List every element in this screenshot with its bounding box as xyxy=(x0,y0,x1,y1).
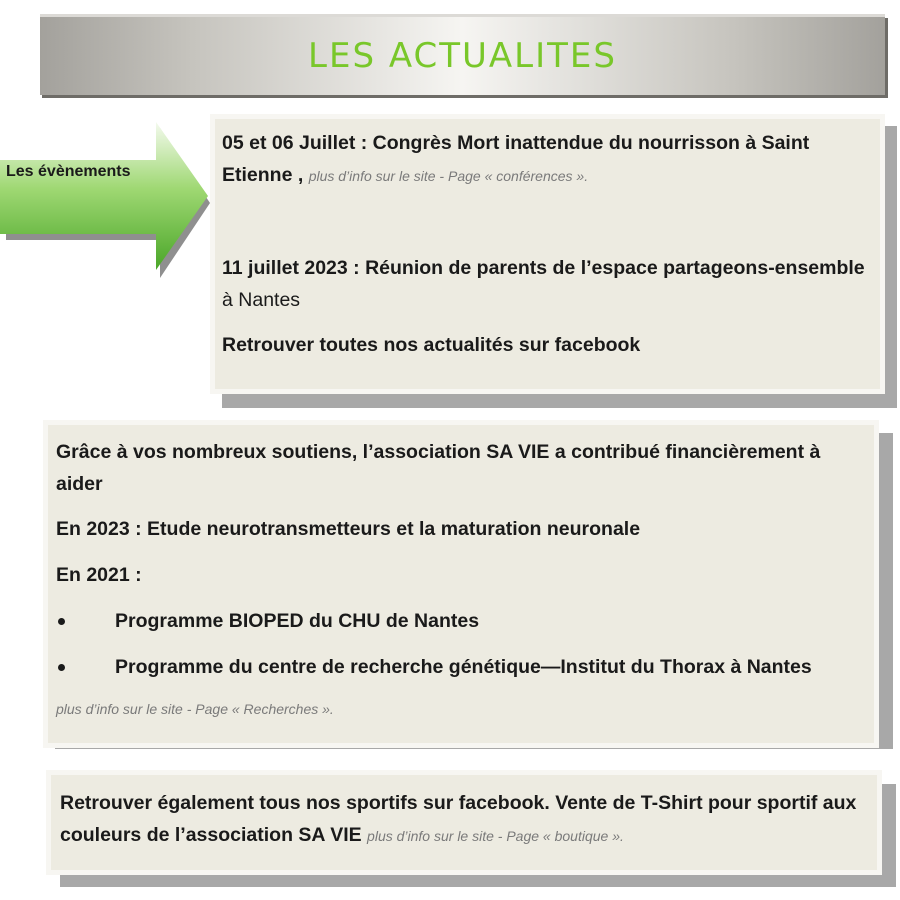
events-arrow-icon xyxy=(0,118,215,280)
research-2021: En 2021 : xyxy=(56,564,142,586)
sports-text: Retrouver également tous nos sportifs sur facebook. Vente de T-Shirt pour sportif aux couleurs de l’association SA VIE xyxy=(60,792,857,846)
sports-note: plus d’info sur le site - Page « boutique ». xyxy=(367,828,624,844)
research-intro: Grâce à vos nombreux soutiens, l’association SA VIE a contribué financièrement à aider xyxy=(56,441,821,495)
facebook-line: Retrouver toutes nos actualités sur facebook xyxy=(222,334,641,356)
page-title: LES ACTUALITES xyxy=(308,36,617,76)
program-label: Programme du centre de recherche génétique—Institut du Thorax à Nantes xyxy=(115,656,812,678)
header-banner xyxy=(40,14,885,95)
event-item xyxy=(222,252,870,316)
sports-box xyxy=(46,770,882,875)
research-note: plus d’info sur le site - Page « Recherches ». xyxy=(56,701,334,717)
list-item xyxy=(56,651,864,683)
bullet-icon xyxy=(58,664,65,671)
sports-line xyxy=(60,787,867,852)
research-box xyxy=(43,420,879,748)
event-item-note: plus d’info sur le site - Page « conférences ». xyxy=(308,168,589,184)
research-2023: En 2023 : Etude neurotransmetteurs et la maturation neuronale xyxy=(56,518,641,540)
events-arrow-label: Les évènements xyxy=(6,163,131,180)
event-item-title: 05 et 06 Juillet : Congrès Mort inattendue du nourrisson à Saint Etienne , xyxy=(222,132,810,186)
list-item xyxy=(56,605,864,637)
events-box xyxy=(210,114,885,394)
program-label: Programme BIOPED du CHU de Nantes xyxy=(115,610,480,632)
event-item-title: 11 juillet 2023 : Réunion de parents de l’espace partageons-ensemble xyxy=(222,257,865,279)
event-item xyxy=(222,127,870,192)
bullet-icon xyxy=(58,618,65,625)
event-item-location: à Nantes xyxy=(222,289,301,311)
